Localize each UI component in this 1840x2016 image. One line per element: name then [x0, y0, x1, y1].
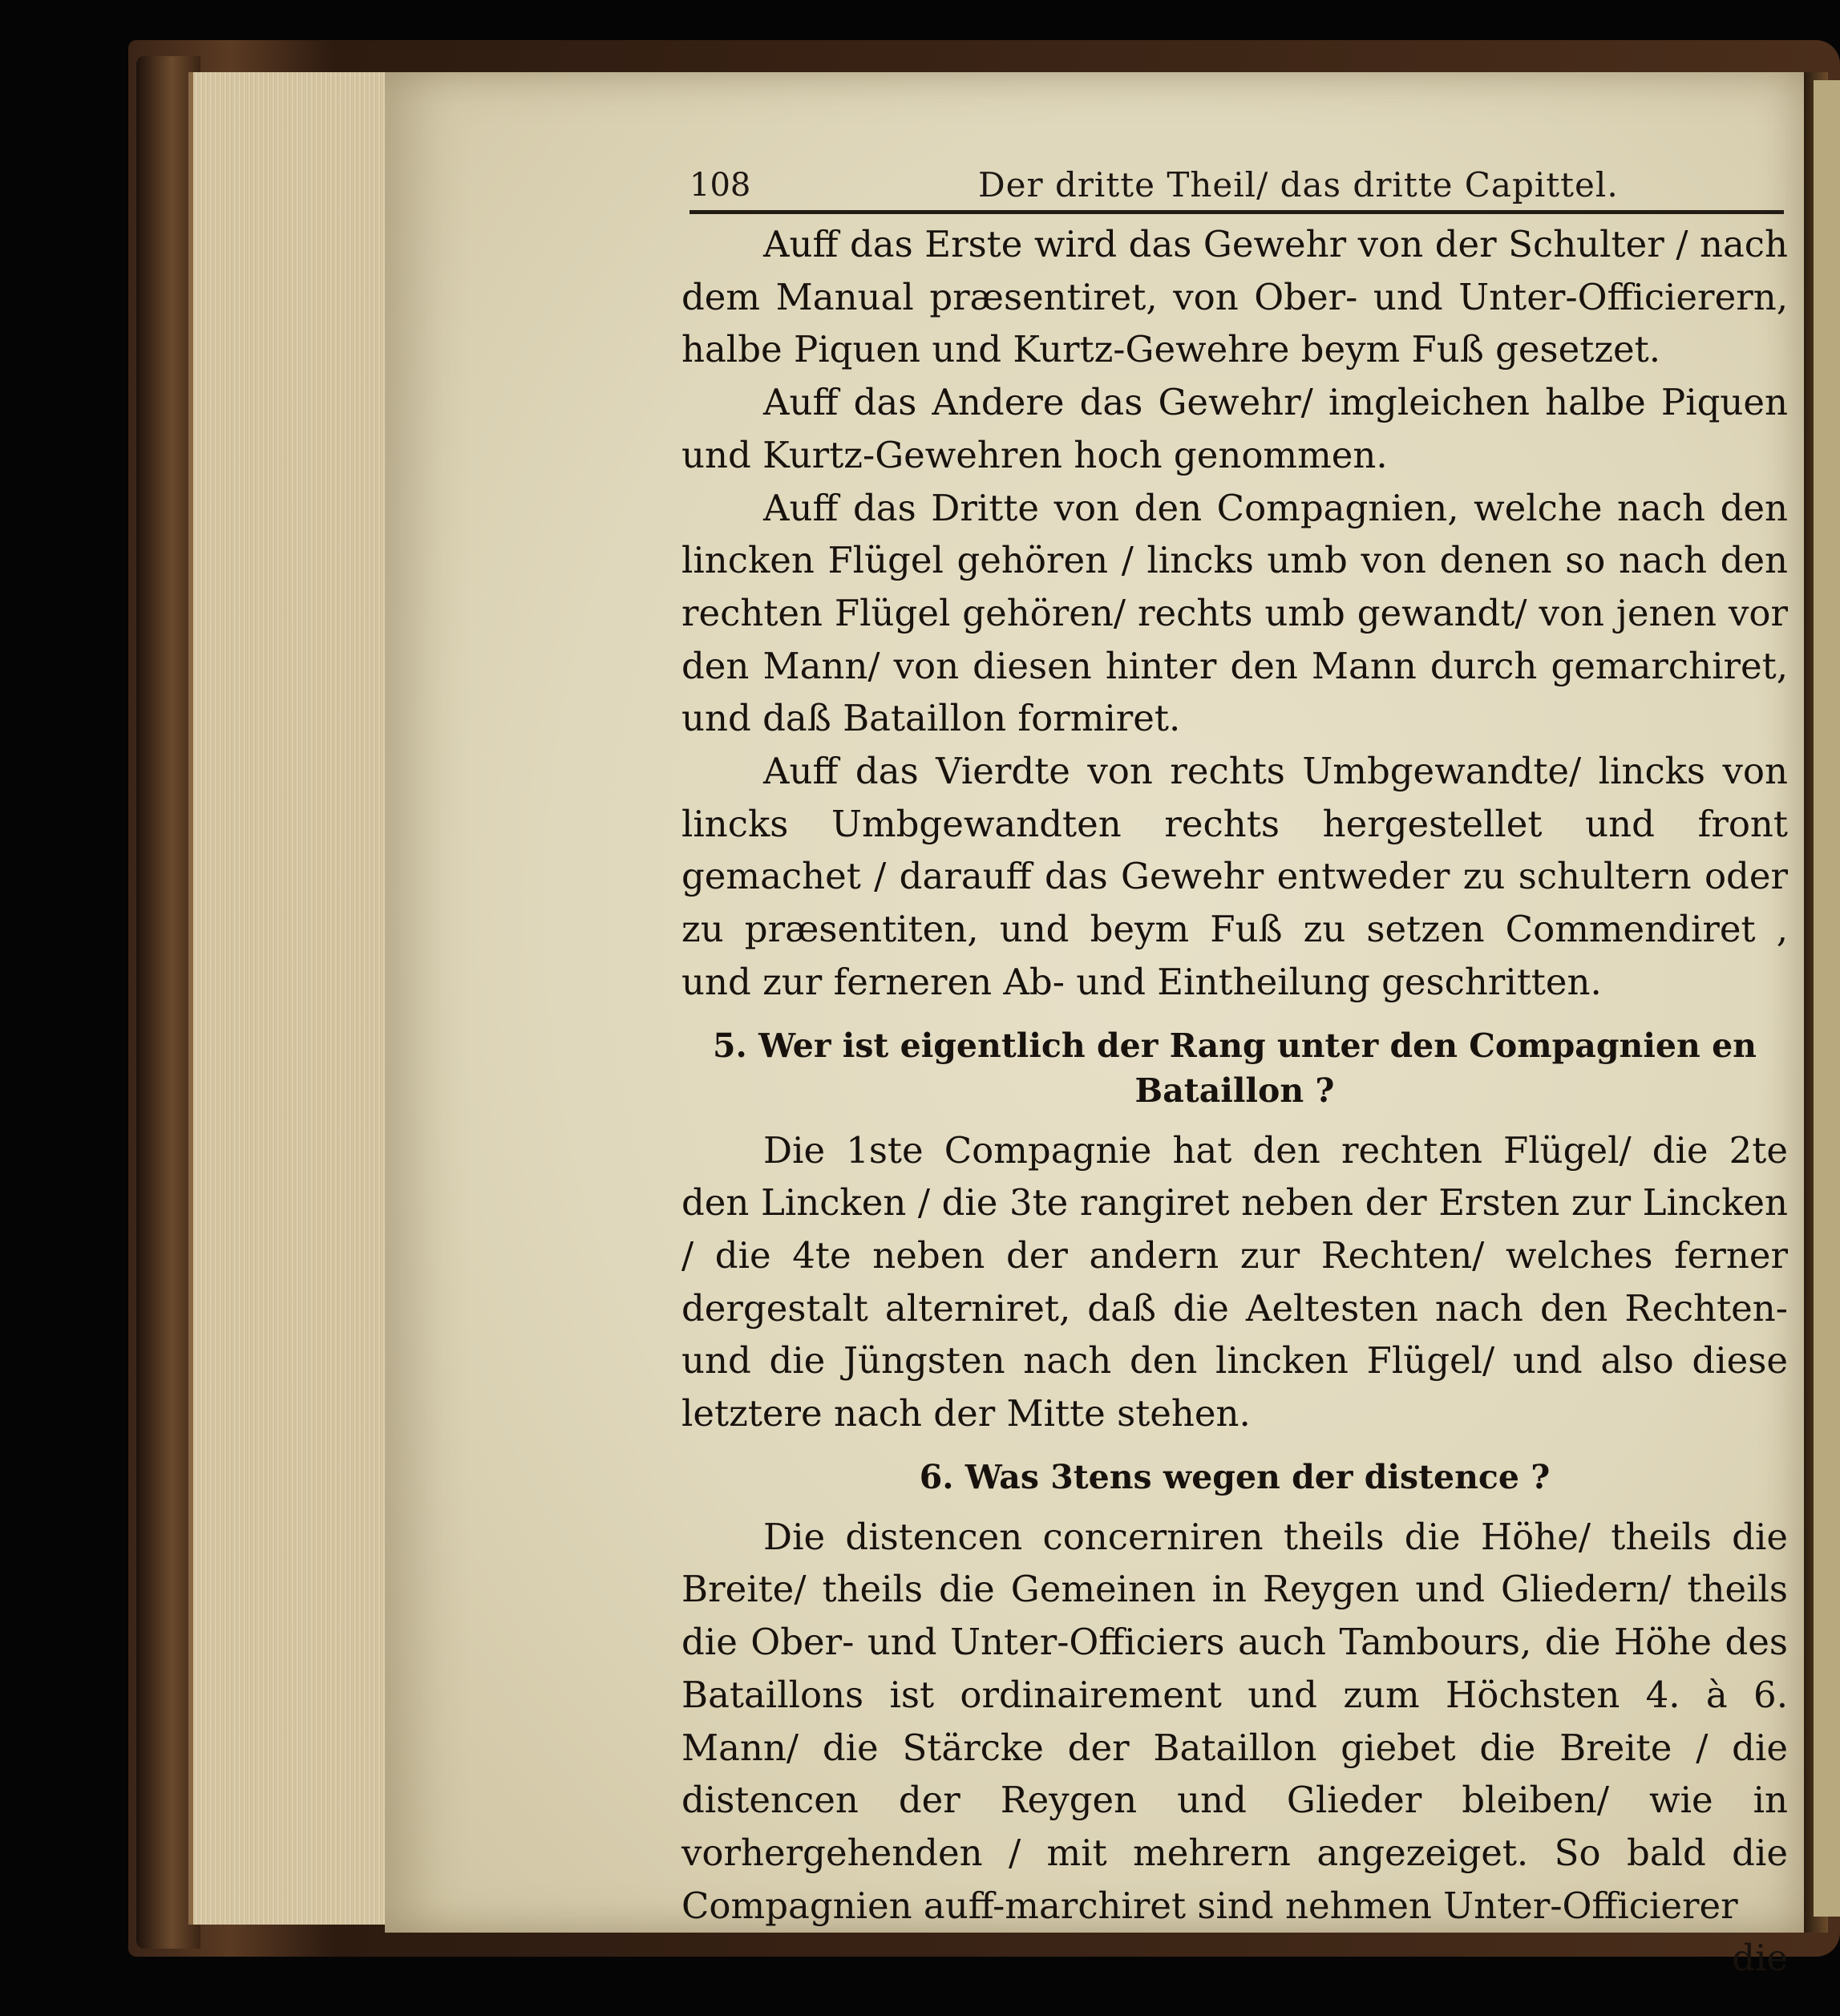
body-text: [681, 218, 1788, 1985]
question-6: 6. Was 3tens wegen der distence ?: [919, 1457, 1551, 1496]
running-title: Der dritte Theil/ das dritte Capittel.: [978, 165, 1619, 204]
question-5: 5. Wer ist eigentlich der Rang unter den Compagnien en Bataillon ?: [713, 1026, 1757, 1110]
answer-5: Die 1ste Compagnie hat den rechten Flügel/ die 2te den Lincken / die 3te rangiret neben der Ersten zur Lincken / die 4te neben der andern zur Rechten/ welches ferner dergestalt alterniret, daß die Aeltesten nach den Rechten- und die Jüngsten nach den lincken Flügel/ und also diese letztere nach der Mitte stehen.: [681, 1128, 1788, 1435]
paragraph-2: Auff das Andere das Gewehr/ imgleichen halbe Piquen und Kurtz-Gewehren hoch genommen.: [681, 381, 1788, 476]
page-number: 108: [689, 167, 751, 204]
paragraph-4: Auff das Vierdte von rechts Umbgewandte/ lincks von lincks Umbgewandten rechts hergestellet und front gemachet / darauff das Gewehr entweder zu schultern oder zu præsentiten, und beym Fuß zu setzen Commendiret , und zur ferneren Ab- und Eintheilung geschritten.: [681, 750, 1788, 1003]
paragraph-1: Auff das Erste wird das Gewehr von der Schulter / nach dem Manual præsentiret, von Ober- und Unter-Officierern, halbe Piquen und Kurtz-Gewehre beym Fuß gesetzet.: [681, 223, 1788, 371]
answer-6: Die distencen concerniren theils die Höhe/ theils die Breite/ theils die Gemeinen in Reygen und Gliedern/ theils die Ober- und Unter-Officiers auch Tambours, die Höhe des Bataillons ist ordinairement und zum Höchsten 4. à 6. Mann/ die Stärcke der Bataillon giebet die Breite / die distencen der Reygen und Glieder bleiben/ wie in vorhergehenden / mit mehrern angezeiget. So bald die Compagnien auff-marchiret sind nehmen Unter-Officierer: [681, 1515, 1788, 1927]
page-edges: [188, 72, 402, 1925]
catchword: die: [1732, 1937, 1788, 1980]
page-header: [689, 160, 1780, 208]
header-rule: [689, 210, 1784, 214]
facing-page-edge: [1814, 80, 1840, 1917]
paragraph-3: Auff das Dritte von den Compagnien, welche nach den lincken Flügel gehören / lincks umb von denen so nach den rechten Flügel gehören/ rechts umb gewandt/ von jenen vor den Mann/ von diesen hinter den Mann durch gemarchiret, und daß Bataillon formiret.: [681, 486, 1788, 740]
